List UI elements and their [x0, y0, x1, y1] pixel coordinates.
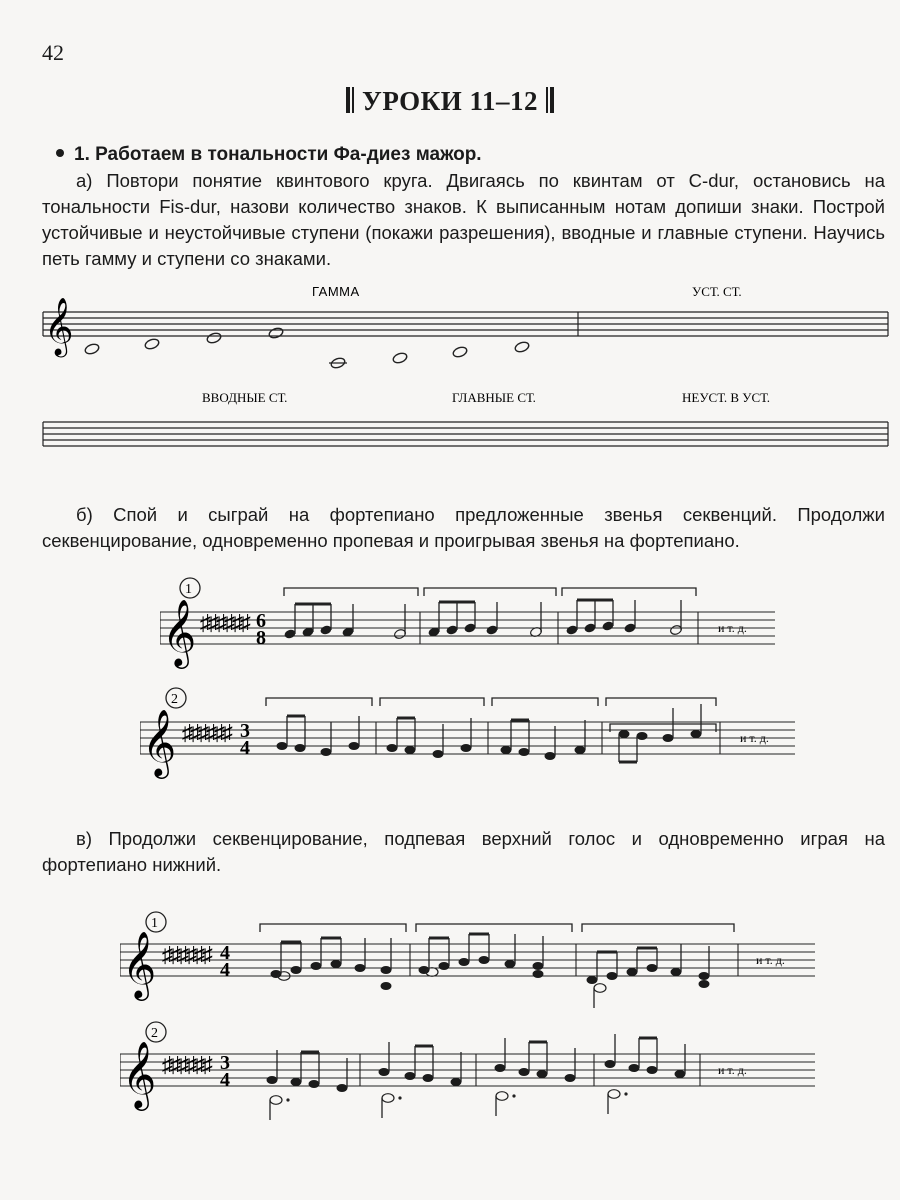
b1-notes — [283, 620, 682, 639]
page-number: 42 — [42, 40, 64, 65]
example-b2 — [140, 684, 800, 784]
treble-clef-icon: 𝄞 — [122, 1042, 157, 1107]
time-top: 4 — [220, 942, 230, 964]
label-gamma: ГАММА — [312, 284, 360, 299]
example-b1-number: 1 — [185, 582, 192, 597]
scale-staves — [40, 280, 890, 470]
example-b2-number: 2 — [171, 692, 178, 707]
etc-label: и т. д. — [756, 953, 785, 967]
time-bottom: 4 — [240, 737, 250, 759]
example-c1-number: 1 — [151, 916, 158, 931]
task-b-body: б) Спой и сыграй на фортепиано предложенные звенья секвенций. Продолжи секвенцирование, одновременно пропевая и проигрывая звенья на фортепиано. — [42, 504, 885, 551]
example-b1 — [160, 574, 800, 674]
lesson-title — [0, 86, 900, 117]
treble-clef-icon: 𝄞 — [44, 298, 74, 354]
example-c2-number: 2 — [151, 1026, 158, 1041]
key-signature-sharps: ♯♯♯♯♯♯ — [162, 1052, 210, 1077]
task-a-body: а) Повтори понятие квинтового круга. Двигаясь по квинтам от C-dur, остановись на тональности Fis-dur, назови количество знаков. К выписанным нотам допиши знаки. Построй устойчивые и неустойчивые ступени (покажи разрешения), вводные и главные ступени. Научись петь гамму и ступени со знаками. — [42, 170, 885, 269]
time-bottom: 4 — [220, 959, 230, 981]
treble-clef-icon: 𝄞 — [162, 600, 197, 665]
lesson-title-text: УРОКИ 11–12 — [362, 86, 538, 116]
task-c-text — [42, 826, 885, 878]
scale-notes — [84, 327, 530, 370]
label-leading: ВВОДНЫЕ СТ. — [202, 390, 288, 405]
time-top: 3 — [220, 1052, 230, 1074]
note-g — [144, 338, 160, 351]
time-bottom: 4 — [220, 1069, 230, 1091]
task-heading — [56, 144, 482, 166]
example-c1 — [120, 908, 820, 1018]
label-main: ГЛАВНЫЕ СТ. — [452, 390, 536, 405]
treble-clef-icon: 𝄞 — [142, 710, 177, 775]
time-top: 6 — [256, 610, 266, 632]
note-f2 — [514, 341, 530, 354]
key-signature-sharps: ♯♯♯♯♯♯ — [200, 610, 248, 635]
note-e — [452, 346, 468, 359]
note-d — [392, 352, 408, 365]
etc-label: и т. д. — [718, 621, 747, 635]
task-a-text — [42, 168, 885, 272]
note-f — [84, 343, 100, 356]
bullet-icon — [56, 149, 64, 157]
label-unstable: НЕУСТ. В УСТ. — [682, 390, 771, 405]
time-bottom: 8 — [256, 627, 266, 649]
note-b — [268, 327, 284, 340]
task-heading-text: 1. Работаем в тональности Фа-диез мажор. — [74, 144, 482, 165]
task-b-text — [42, 502, 885, 554]
key-signature-sharps: ♯♯♯♯♯♯ — [182, 720, 230, 745]
example-c2 — [120, 1018, 820, 1128]
etc-label: и т. д. — [718, 1063, 747, 1077]
etc-label: и т. д. — [740, 731, 769, 745]
key-signature-sharps: ♯♯♯♯♯♯ — [162, 942, 210, 967]
task-c-body: в) Продолжи секвенцирование, подпевая верхний голос и одновременно играя на фортепиано нижний. — [42, 828, 885, 875]
note-a — [206, 332, 222, 345]
time-top: 3 — [240, 720, 250, 742]
treble-clef-icon: 𝄞 — [122, 932, 157, 997]
label-stable: УСТ. СТ. — [692, 284, 742, 299]
